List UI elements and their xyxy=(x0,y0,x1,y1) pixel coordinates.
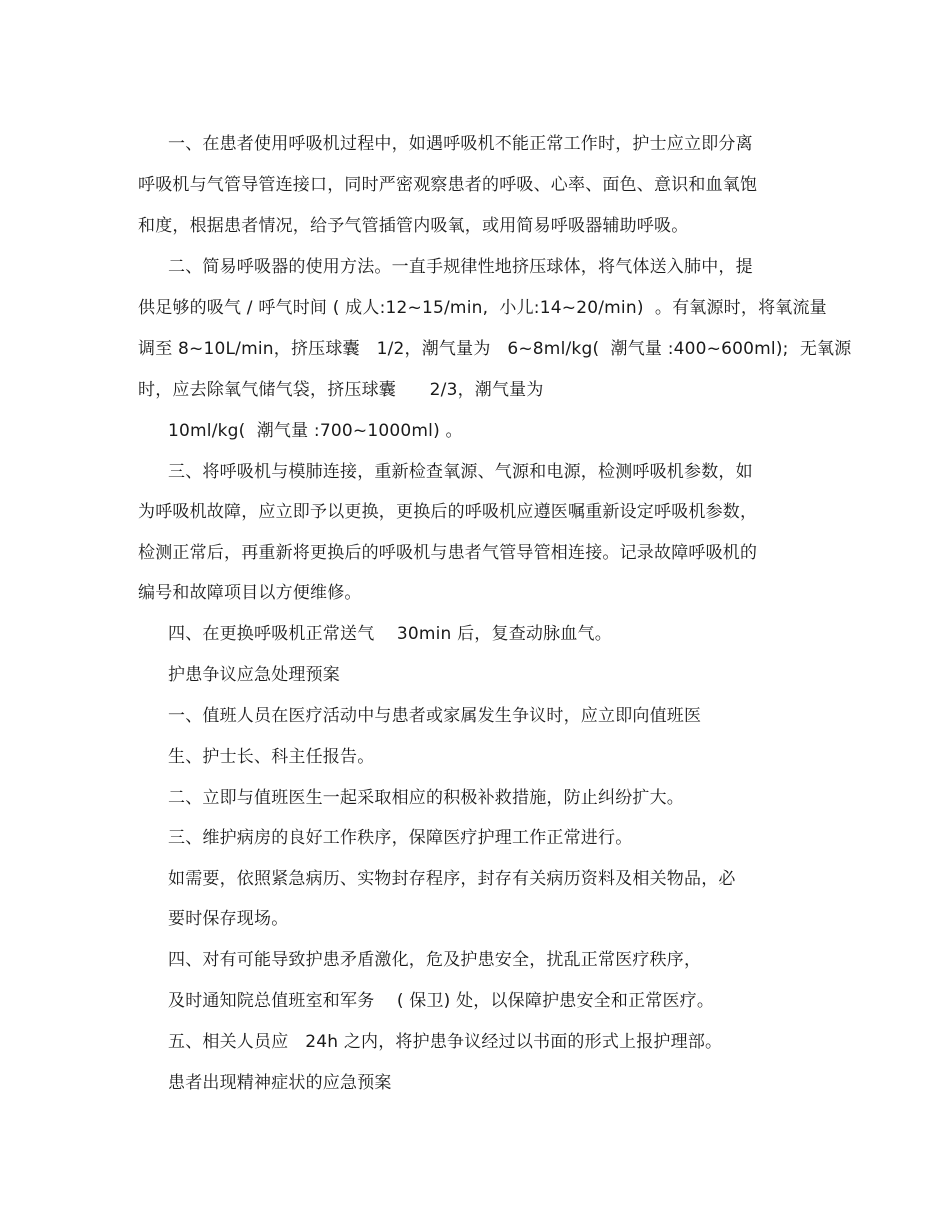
text-line: 要时保存现场。 xyxy=(168,909,289,929)
text-line: 二、简易呼吸器的使用方法。一直手规律性地挤压球体，将气体送入肺中，提 xyxy=(168,257,753,277)
text-line: 四、在更换呼吸机正常送气 30min 后，复查动脉血气。 xyxy=(168,624,612,644)
text-line: 供足够的吸气 / 呼气时间 ( 成人:12~15/min, 小儿:14~20/min) 。有氧源时，将氧流量 xyxy=(138,298,827,318)
text-line: 时，应去除氧气储气袋，挤压球囊 2/3，潮气量为 xyxy=(138,380,544,400)
text-line: 如需要，依照紧急病历、实物封存程序，封存有关病历资料及相关物品，必 xyxy=(168,869,736,889)
text-line: 二、立即与值班医生一起采取相应的积极补救措施，防止纠纷扩大。 xyxy=(168,788,684,808)
text-line: 一、在患者使用呼吸机过程中，如遇呼吸机不能正常工作时，护士应立即分离 xyxy=(168,134,753,154)
text-line: 调至 8~10L/min，挤压球囊 1/2，潮气量为 6~8ml/kg( 潮气量 :400~600ml); 无氧源 xyxy=(138,339,852,359)
text-line: 及时通知院总值班室和军务 ( 保卫) 处，以保障护患安全和正常医疗。 xyxy=(168,991,715,1011)
section-heading: 患者出现精神症状的应急预案 xyxy=(168,1073,392,1093)
text-line: 一、值班人员在医疗活动中与患者或家属发生争议时，应立即向值班医 xyxy=(168,706,702,726)
text-line: 为呼吸机故障，应立即予以更换，更换后的呼吸机应遵医嘱重新设定呼吸机参数， xyxy=(138,502,758,522)
text-line: 三、将呼吸机与模肺连接，重新检查氧源、气源和电源，检测呼吸机参数，如 xyxy=(168,462,753,482)
text-line: 三、维护病房的良好工作秩序，保障医疗护理工作正常进行。 xyxy=(168,828,633,848)
text-line: 检测正常后，再重新将更换后的呼吸机与患者气管导管相连接。记录故障呼吸机的 xyxy=(138,543,758,563)
section-heading: 护患争议应急处理预案 xyxy=(168,665,340,685)
text-line: 五、相关人员应 24h 之内，将护患争议经过以书面的形式上报护理部。 xyxy=(168,1032,723,1052)
text-line: 10ml/kg( 潮气量 :700~1000ml) 。 xyxy=(168,421,463,441)
text-line: 生、护士长、科主任报告。 xyxy=(168,747,375,767)
text-line: 四、对有可能导致护患矛盾激化，危及护患安全，扰乱正常医疗秩序， xyxy=(168,950,702,970)
text-line: 呼吸机与气管导管连接口，同时严密观察患者的呼吸、心率、面色、意识和血氧饱 xyxy=(138,175,758,195)
text-line: 和度，根据患者情况，给予气管插管内吸氧，或用简易呼吸器辅助呼吸。 xyxy=(138,216,689,236)
text-line: 编号和故障项目以方便维修。 xyxy=(138,583,362,603)
